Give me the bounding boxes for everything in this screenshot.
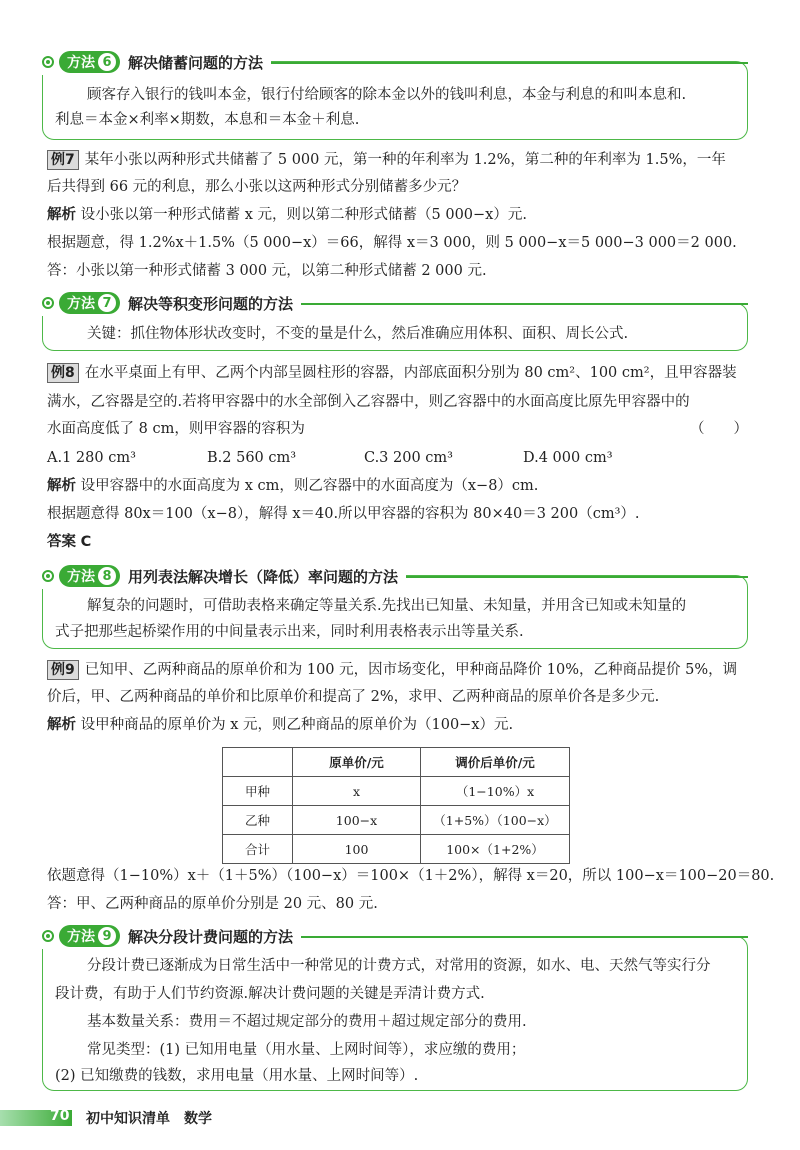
example-8-q2: 满水，乙容器是空的.若将甲容器中的水全部倒入乙容器中，则乙容器中的水面高度比原先甲容器中的 (47, 394, 690, 410)
method-7-header (42, 290, 301, 316)
method-tag: 方法 8 (59, 565, 120, 587)
example-8-label: 例8 (47, 363, 79, 383)
method-6-header (42, 49, 271, 75)
example-8-q1: 例8 在水平桌面上有甲、乙两个内部呈圆柱形的容器，内部底面积分别为 80 cm²、100 cm²，且甲容器装 (47, 363, 737, 383)
example-8-answer (47, 533, 91, 552)
option-c: C.3 200 cm³ (364, 450, 453, 466)
method-6-title: 解决储蓄问题的方法 (128, 53, 264, 72)
method-6-line-2: 利息＝本金×利率×期数，本息和＝本金＋利息. (55, 112, 360, 128)
table-cell: （1−10%）x (421, 777, 570, 806)
example-7-q2: 后共得到 66 元的利息，那么小张以这两种形式分别储蓄多少元？ (47, 179, 467, 195)
example-8-a2: 根据题意得 80x＝100（x−8），解得 x＝40.所以甲容器的容积为 80×40＝3 200（cm³）. (47, 506, 640, 522)
method-8-line-1: 解复杂的问题时，可借助表格来确定等量关系.先找出已知量、未知量，并用含已知或未知量的 (87, 598, 687, 614)
bullet-icon (42, 930, 54, 942)
jiexi-label: 解析 (47, 207, 76, 223)
method-tag: 方法 7 (59, 292, 120, 314)
table-cell: 原单价/元 (293, 748, 421, 777)
method-9-line-4: 常见类型：(1) 已知用电量（用水量、上网时间等），求应缴的费用； (87, 1042, 526, 1058)
table-cell: 合计 (223, 835, 293, 864)
method-6-line-1: 顾客存入银行的钱叫本金，银行付给顾客的除本金以外的钱叫利息，本金与利息的和叫本息和. (87, 87, 687, 103)
method-9-line-1: 分段计费已逐渐成为日常生活中一种常见的计费方式，对常用的资源，如水、电、天然气等实行分 (87, 958, 711, 974)
example-7-label: 例7 (47, 150, 79, 170)
example-9-q1: 例9 已知甲、乙两种商品的原单价和为 100 元，因市场变化，甲种商品降价 10%，乙种商品提价 5%，调 (47, 660, 737, 680)
bullet-icon (42, 570, 54, 582)
book-title: 初中知识清单 数学 (86, 1111, 212, 1127)
header-rule-line (406, 576, 748, 578)
method-9-line-2: 段计费，有助于人们节约资源.解决计费问题的关键是弄清计费方式. (55, 986, 485, 1002)
table-cell: x (293, 777, 421, 806)
method-8-title: 用列表法解决增长（降低）率问题的方法 (128, 567, 399, 586)
table-cell: 调价后单价/元 (421, 748, 570, 777)
table-cell: 乙种 (223, 806, 293, 835)
example-8-a1: 解析 设甲容器中的水面高度为 x cm，则乙容器中的水面高度为（x−8）cm. (47, 478, 539, 494)
example-9-a2: 依题意得（1−10%）x＋（1＋5%）（100−x）＝100×（1＋2%），解得 x＝20，所以 100−x＝100−20＝80. (47, 868, 775, 884)
method-7-line-1: 关键：抓住物体形状改变时，不变的量是什么，然后准确应用体积、面积、周长公式. (87, 326, 629, 342)
table-cell (223, 748, 293, 777)
page-number: 70 (50, 1108, 70, 1124)
table-cell: 100 (293, 835, 421, 864)
table-row (223, 806, 570, 835)
method-tag: 方法 9 (59, 925, 120, 947)
example-7-q1: 例7 某年小张以两种形式共储蓄了 5 000 元，第一种的年利率为 1.2%，第二种的年利率为 1.5%，一年 (47, 150, 726, 170)
table-header-row (223, 748, 570, 777)
table-cell: 甲种 (223, 777, 293, 806)
example-9-a3: 答：甲、乙两种商品的原单价分别是 20 元、80 元. (47, 896, 378, 912)
method-8-header (42, 563, 406, 589)
answer-bracket: （ ） (690, 421, 748, 437)
table-row (223, 835, 570, 864)
example-7-a2: 根据题意，得 1.2%x＋1.5%（5 000−x）＝66，解得 x＝3 000，则 5 000−x＝5 000−3 000＝2 000. (47, 235, 737, 251)
header-rule-line (301, 936, 748, 938)
price-table (222, 747, 570, 864)
method-8-line-2: 式子把那些起桥梁作用的中间量表示出来，同时利用表格表示出等量关系. (55, 624, 524, 640)
table-cell: 100−x (293, 806, 421, 835)
method-9-line-5: (2) 已知缴费的钱数，求用电量（用水量、上网时间等）. (55, 1068, 419, 1084)
jiexi-label: 解析 (47, 478, 76, 494)
example-7-a3: 答：小张以第一种形式储蓄 3 000 元，以第二种形式储蓄 2 000 元. (47, 263, 487, 279)
option-a: A.1 280 cm³ (47, 450, 136, 466)
option-d: D.4 000 cm³ (523, 450, 613, 466)
table-cell: 100×（1+2%） (421, 835, 570, 864)
method-9-header (42, 923, 301, 949)
example-9-label: 例9 (47, 660, 79, 680)
answer-label: 答案 (47, 534, 76, 550)
bullet-icon (42, 297, 54, 309)
jiexi-label: 解析 (47, 717, 76, 733)
method-tag: 方法 6 (59, 51, 120, 73)
option-b: B.2 560 cm³ (207, 450, 297, 466)
example-9-a1: 解析 设甲种商品的原单价为 x 元，则乙种商品的原单价为（100−x）元. (47, 717, 514, 733)
example-7-a1: 解析 设小张以第一种形式储蓄 x 元，则以第二种形式储蓄（5 000−x）元. (47, 207, 527, 223)
example-8-q3: 水面高度低了 8 cm，则甲容器的容积为 (47, 421, 305, 437)
page-footer (0, 1105, 800, 1129)
header-rule-line (271, 62, 748, 64)
answer-value: C (80, 534, 92, 550)
method-7-title: 解决等积变形问题的方法 (128, 294, 294, 313)
table-cell: （1+5%）（100−x） (421, 806, 570, 835)
method-9-title: 解决分段计费问题的方法 (128, 927, 294, 946)
example-9-q2: 价后，甲、乙两种商品的单价和比原单价和提高了 2%，求甲、乙两种商品的原单价各是多少元. (47, 689, 660, 705)
bullet-icon (42, 56, 54, 68)
table-row (223, 777, 570, 806)
method-9-line-3: 基本数量关系：费用＝不超过规定部分的费用＋超过规定部分的费用. (87, 1014, 527, 1030)
header-rule-line (301, 303, 748, 305)
